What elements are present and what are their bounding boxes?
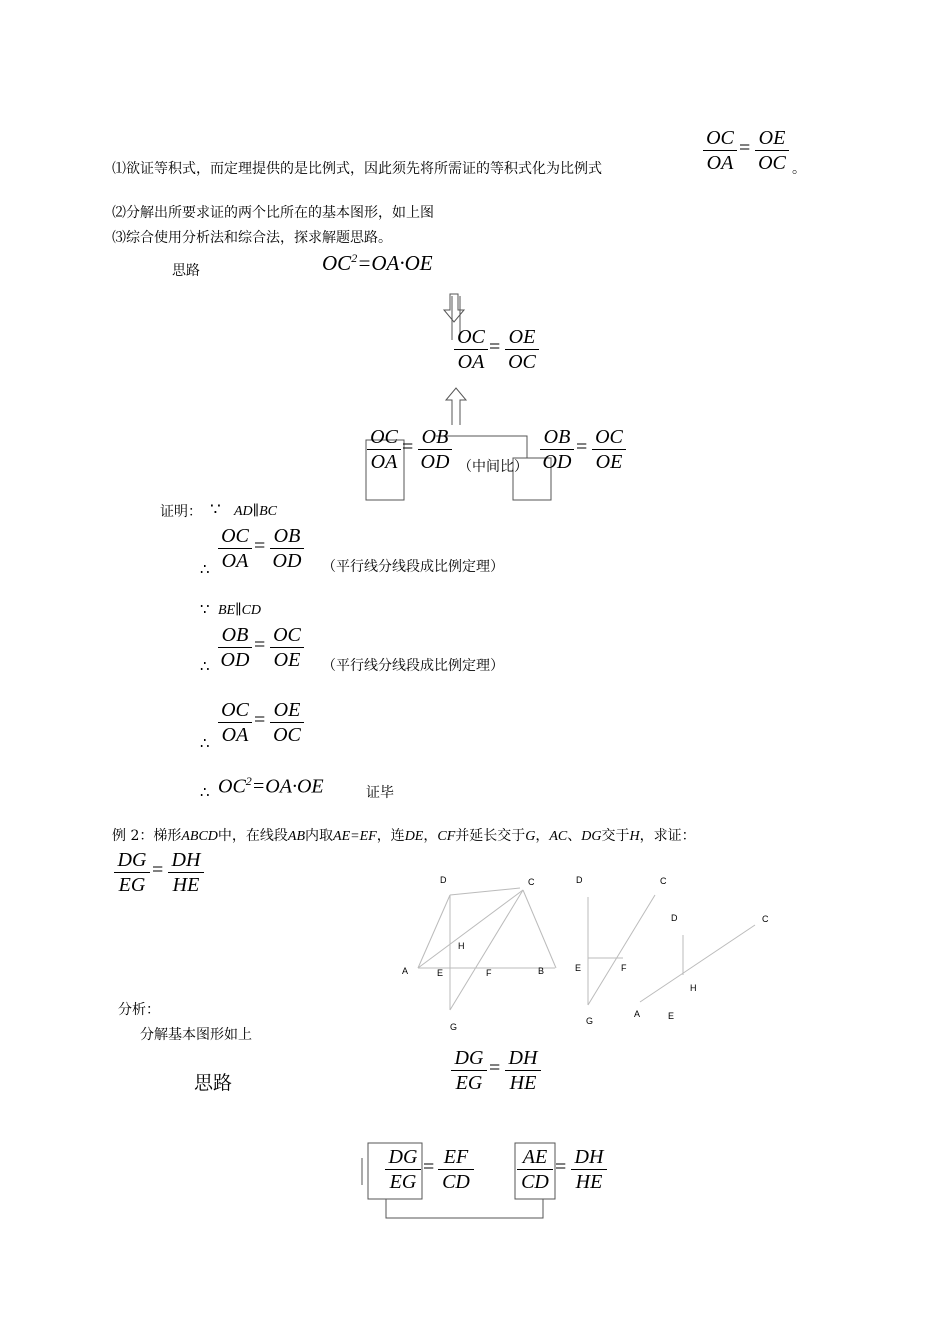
proof-fraction-oe-oc: $\frac{OE}{OC}$: [270, 698, 304, 747]
point-label: E: [668, 1011, 675, 1021]
point-label: G: [450, 1022, 458, 1032]
flow-fraction-oc-oa-2: $\frac{OC}{OA}$: [367, 425, 401, 474]
flow-fraction-oe-oc: $\frac{OE}{OC}$: [505, 325, 539, 374]
point-label: H: [690, 983, 697, 993]
point-label: E: [437, 968, 444, 978]
analysis-label: 分析：: [118, 1002, 160, 1018]
therefore-symbol: ∴: [200, 783, 210, 801]
point-label: F: [621, 963, 627, 973]
target-equation: $OC^2=OA\cdot OE$: [322, 251, 433, 275]
because-symbol: ∵: [200, 600, 210, 618]
fraction-oe-oc: $\frac{OE}{OC}$: [755, 126, 789, 175]
fraction-oc-oa: $\frac{OC}{OA}$: [703, 126, 737, 175]
equals-sign: =: [254, 709, 266, 731]
point-label: D: [671, 913, 678, 923]
proof-fraction-oc-oe: $\frac{OC}{OE}$: [270, 623, 304, 672]
point-label: B: [538, 966, 545, 976]
flow-fraction-dh-he-2: $\frac{DH}{HE}$: [571, 1145, 607, 1194]
flow-fraction-ob-od: $\frac{OB}{OD}$: [418, 425, 452, 474]
point-label: H: [458, 941, 465, 951]
proof-fraction-oc-oa: $\frac{OC}{OA}$: [218, 524, 252, 573]
equals-sign: =: [402, 436, 414, 458]
therefore-symbol: ∴: [200, 560, 210, 578]
proof-done: 证毕: [366, 785, 394, 801]
point-label: A: [634, 1009, 641, 1019]
equals-sign: =: [254, 634, 266, 656]
point-label: C: [660, 876, 667, 886]
period: 。: [792, 161, 806, 177]
point-label: C: [762, 914, 769, 924]
analysis-point-3: ⑶综合使用分析法和综合法，探求解题思路。: [112, 230, 392, 246]
goal-fraction-dh-he: $\frac{DH}{HE}$: [168, 848, 204, 897]
flow-fraction-ob-od-2: $\frac{OB}{OD}$: [540, 425, 574, 474]
ad-parallel-bc: AD∥BC: [234, 504, 278, 519]
equals-sign: =: [152, 859, 164, 881]
flow-fraction-ae-cd: $\frac{AE}{CD}$: [517, 1145, 553, 1194]
proof-fraction-oc-oa-2: $\frac{OC}{OA}$: [218, 698, 252, 747]
intermediate-ratio-label: （中间比）: [458, 459, 528, 475]
proof-fraction-ob-od: $\frac{OB}{OD}$: [270, 524, 304, 573]
therefore-symbol: ∴: [200, 657, 210, 675]
final-equation: $OC^2=OA\cdot OE$: [218, 774, 324, 798]
equals-sign: =: [254, 535, 266, 557]
silu-label-2: 思路: [194, 1072, 233, 1094]
point-label: C: [528, 877, 535, 887]
flow-fraction-dg-eg: $\frac{DG}{EG}$: [451, 1046, 487, 1095]
equals-sign: =: [489, 1057, 501, 1079]
theorem-note: （平行线分线段成比例定理）: [322, 559, 504, 575]
be-parallel-cd: BE∥CD: [218, 603, 262, 618]
point-label: D: [576, 875, 583, 885]
point-label: A: [402, 966, 409, 976]
proof-fraction-ob-od-2: $\frac{OB}{OD}$: [218, 623, 252, 672]
example-2-statement: 例 2：梯形ABCD中，在线段AB内取AE=EF，连DE，CF并延长交于G，AC、DG交于H，求证：: [112, 828, 696, 844]
because-symbol: ∵: [210, 500, 221, 520]
flow-fraction-ef-cd: $\frac{EF}{CD}$: [438, 1145, 474, 1194]
silu-label: 思路: [172, 263, 200, 279]
equals-sign: =: [489, 336, 501, 358]
point-label: G: [586, 1016, 594, 1026]
flow-fraction-oc-oe: $\frac{OC}{OE}$: [592, 425, 626, 474]
equals-sign: =: [555, 1156, 567, 1178]
therefore-symbol: ∴: [200, 734, 210, 752]
flow-fraction-dh-he: $\frac{DH}{HE}$: [505, 1046, 541, 1095]
decompose-note: 分解基本图形如上: [140, 1027, 252, 1043]
point-label: D: [440, 875, 447, 885]
proof-label: 证明：: [160, 504, 202, 520]
flow-fraction-oc-oa: $\frac{OC}{OA}$: [454, 325, 488, 374]
theorem-note: （平行线分线段成比例定理）: [322, 658, 504, 674]
goal-fraction-dg-eg: $\frac{DG}{EG}$: [114, 848, 150, 897]
equals-sign: =: [739, 137, 751, 159]
point-label: F: [486, 968, 492, 978]
flow-fraction-dg-eg-2: $\frac{DG}{EG}$: [385, 1145, 421, 1194]
point-label: E: [575, 963, 582, 973]
equals-sign: =: [423, 1156, 435, 1178]
analysis-point-1: ⑴欲证等积式，而定理提供的是比例式，因此须先将所需证的等积式化为比例式: [112, 161, 602, 177]
equals-sign: =: [576, 436, 588, 458]
analysis-point-2: ⑵分解出所要求证的两个比所在的基本图形，如上图: [112, 205, 434, 221]
